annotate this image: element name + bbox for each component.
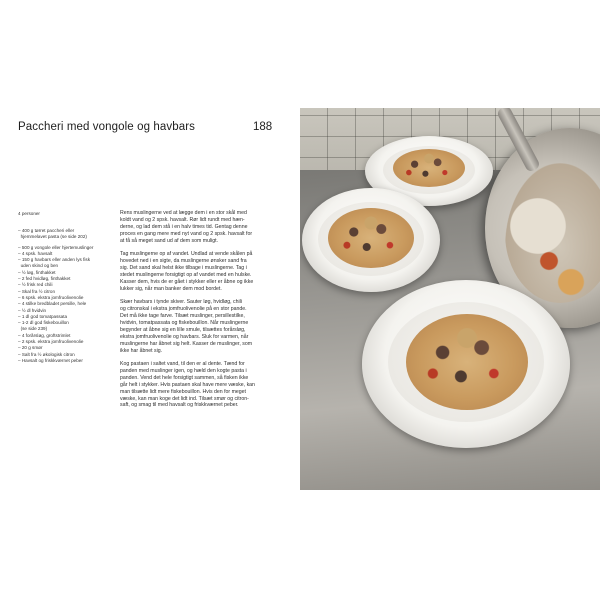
ingredient-item: – 20 g smør	[18, 345, 43, 351]
ingredient-item: (se side 239)	[20, 326, 48, 332]
ingredient-item: – 4 spsk. havsalt	[18, 250, 53, 256]
method-paragraph: Kog pastaen i saltet vand, til den er al dente. Tænd for panden med muslinger igen, og hæld den kogte pasta i panden. Vend det hele forsigtigt sammen, så fisken ikke går helt i stykker. Hvis pastaen skal have mere væske, kan man tilsætte lidt mere fiskebouillon. Hvis den for meget væske, kan man koge det lidt ind. Tilsæt smør og citron- saft, og smag til med havsalt og friskkværnet peber.	[120, 361, 255, 409]
ingredient-item: – ½ løg, finthakket	[18, 269, 56, 275]
ingredient-item: – Skal fra ½ citron	[18, 288, 56, 294]
servings-label: 4 personer	[18, 211, 40, 216]
ingredient-list	[18, 228, 118, 364]
pasta-serving	[393, 149, 465, 187]
method-text	[120, 210, 280, 416]
ingredient-item: uden skind og ben	[20, 263, 59, 269]
plate-middle	[302, 188, 440, 292]
ingredient-item: – 1 dl god tomatpassata	[18, 313, 68, 319]
ingredient-item: – 2 fed hvidløg, finthakket	[18, 276, 71, 282]
method-paragraph: Skær havbars i tynde skiver. Sauter løg, hvidløg, chili og citronskal i ekstra jomfruolivenolie på en stor pande. Det må ikke tage farve. Tilsæt muslinger, persillestilke, hvidvin, tomatpassata og fiskebouillon. Når muslingerne begynder at åbne sig en lille smule, tilsættes forårsløg, ekstra jomfruolivenolie og havbars. Sluk for varmen, når muslingerne har åbnet sig helt. Kasser de muslinger, som ikke har åbnet sig.	[120, 299, 253, 354]
method-paragraph: Tag muslingerne op af vandet. Undlad at vende skålen på hovedet ned i en sigte, da muslingerne ønsker sand fra sig. Det sand skal helst ikke tilbage i muslingerne. Tag i stedet muslingerne forsigtigt op af vandet med en hulske. Kasser dem, hvis de er gået i stykker eller er åbne og ikke lukker sig, når man banker dem mod bordet.	[120, 251, 254, 292]
ingredient-item: – 2 spsk. ekstra jomfruolivenolie	[18, 339, 84, 345]
ingredient-item: – 4 forårsløg, groftstrimlet	[18, 332, 71, 338]
ingredient-item: – 6 spsk. ekstra jomfruolivenolie	[18, 294, 84, 300]
ingredient-item: – Havsalt og friskkværnet peber	[18, 357, 83, 363]
page-number: 188	[253, 121, 273, 133]
ingredient-item: – Salt fra ½ økologisk citron	[18, 351, 75, 357]
ingredient-item: – 400 g tørret paccheri eller	[18, 228, 75, 233]
plate-front	[362, 280, 570, 448]
method-paragraph: Rens muslingerne ved at lægge dem i en stor skål med koldt vand og 2 spsk. havsalt. Rør lidt rundt med hæn- derne, og lad dem stå i en halv times tid. Gentag denne proces en gang mere med nyt vand og 2 spsk. havsalt for at få så meget sand ud af dem som muligt.	[120, 210, 253, 244]
recipe-title: Paccheri med vongole og havbars	[18, 121, 195, 133]
ingredient-item: – ½ dl hvidvin	[18, 307, 47, 313]
ingredient-item: – ½ frisk red chili	[18, 282, 53, 288]
pasta-serving	[406, 314, 528, 410]
pasta-serving	[328, 208, 414, 268]
ingredient-item: hjemmelavet pasta (se side 202)	[20, 234, 87, 240]
photo-pasta-plates	[300, 108, 600, 490]
ingredient-item: – 4 stilke bredbladet persille, hele	[18, 301, 87, 307]
ingredient-item: – 500 g vongole eller hjertemuslinger	[18, 244, 94, 250]
ingredient-item: – 1-2 dl god fiskebouillon	[18, 320, 69, 326]
ingredient-item: – 150 g havbars eller anden lys fisk	[18, 257, 91, 263]
